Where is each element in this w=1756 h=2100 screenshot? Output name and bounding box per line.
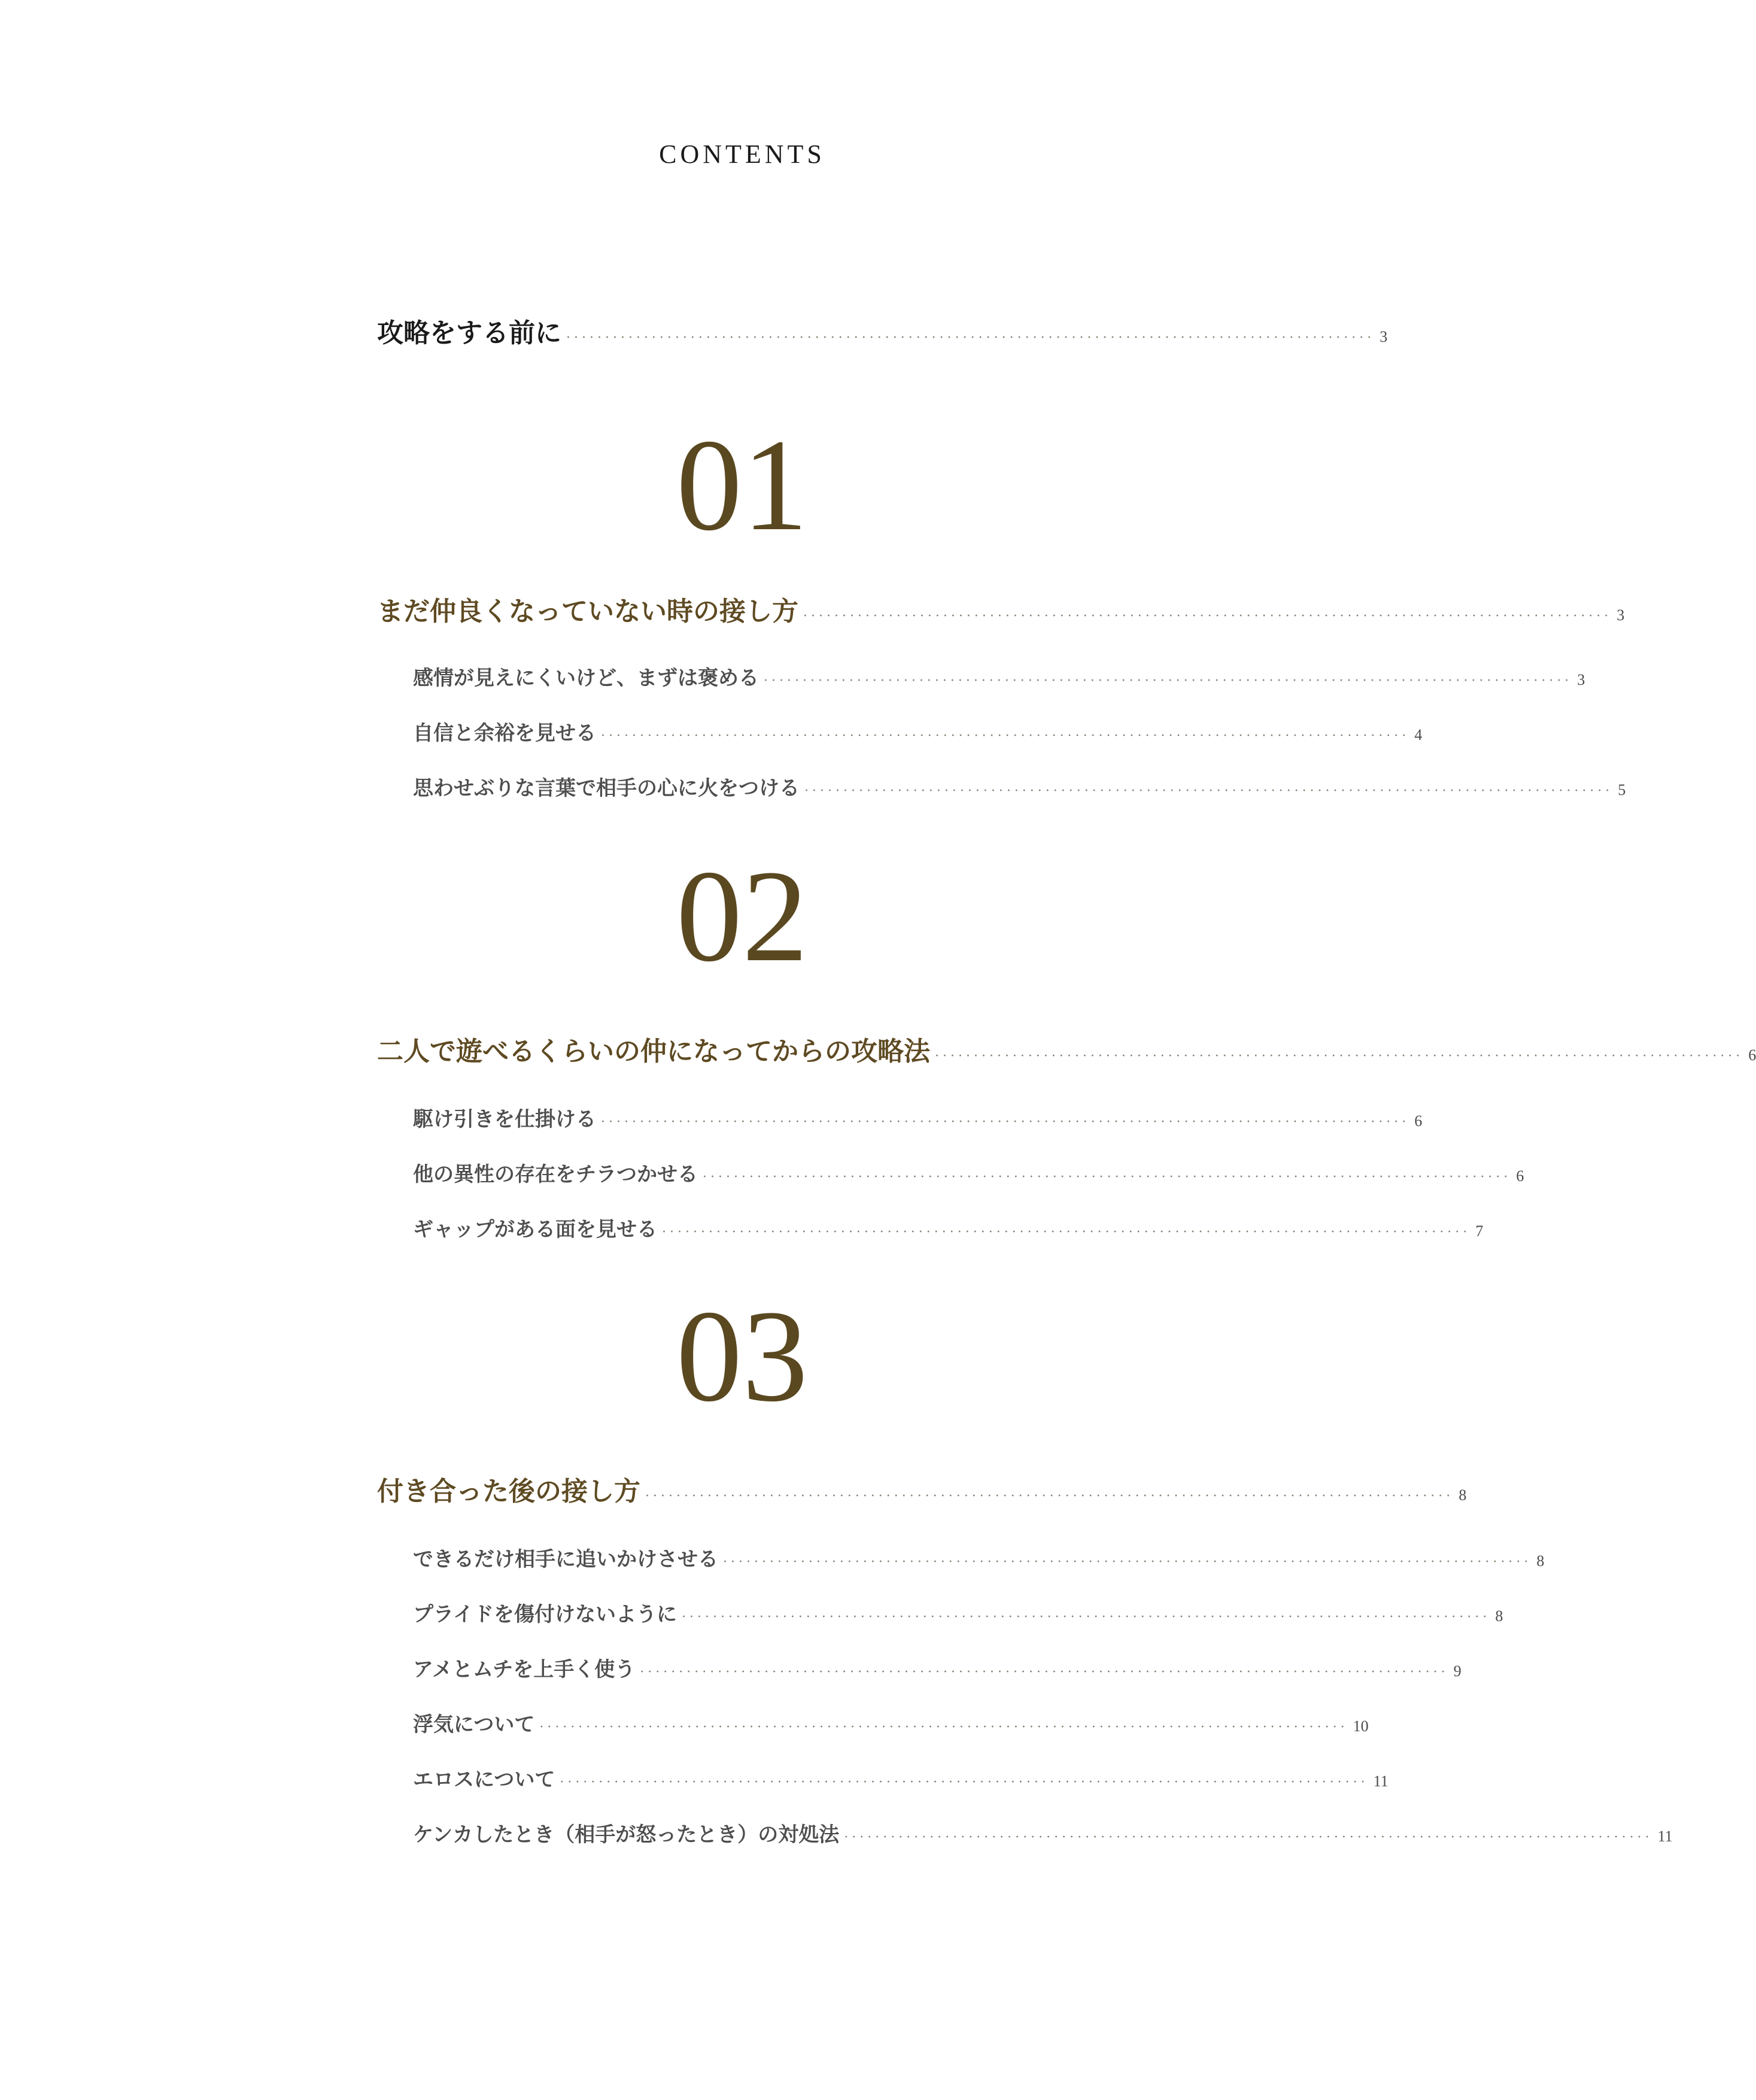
toc-entry-label: 感情が見えにくいけど、まずは褒める bbox=[413, 666, 759, 690]
dot-leader: ········································································································ bbox=[601, 729, 1410, 744]
toc-entry-label: ギャップがある面を見せる bbox=[413, 1218, 657, 1242]
toc-page-number: 8 bbox=[1459, 1486, 1467, 1504]
dot-leader: ········································································································ bbox=[935, 1049, 1744, 1064]
dot-leader: ········································································································ bbox=[566, 330, 1375, 345]
dot-leader: ········································································································ bbox=[681, 1610, 1491, 1625]
toc-entry-label: ケンカしたとき（相手が怒ったとき）の対処法 bbox=[413, 1823, 840, 1847]
toc-entry-label: 二人で遊べるくらいの仲になってからの攻略法 bbox=[377, 1036, 930, 1067]
toc-entry[interactable] bbox=[413, 1763, 1389, 1792]
toc-entry-intro[interactable] bbox=[377, 311, 1388, 350]
toc-section-heading[interactable] bbox=[377, 1470, 1467, 1508]
toc-page-number: 5 bbox=[1618, 781, 1626, 799]
toc-page-number: 6 bbox=[1748, 1046, 1756, 1064]
toc-section-heading[interactable] bbox=[377, 590, 1625, 628]
dot-leader: ········································································································ bbox=[662, 1225, 1471, 1240]
page-title: CONTENTS bbox=[659, 139, 825, 169]
toc-page-number: 8 bbox=[1536, 1552, 1545, 1570]
toc-entry-label: 攻略をする前に bbox=[377, 318, 561, 348]
dot-leader: ········································································································ bbox=[560, 1775, 1369, 1790]
toc-page-number: 6 bbox=[1414, 1112, 1423, 1130]
toc-entry[interactable] bbox=[413, 1158, 1524, 1187]
toc-page-number: 7 bbox=[1475, 1222, 1484, 1240]
toc-entry-label: 他の異性の存在をチラつかせる bbox=[413, 1163, 698, 1186]
toc-entry-label: できるだけ相手に追いかけさせる bbox=[413, 1547, 718, 1571]
toc-page-number: 10 bbox=[1353, 1717, 1369, 1735]
toc-entry[interactable] bbox=[413, 1818, 1673, 1847]
dot-leader: ········································································································ bbox=[703, 1170, 1512, 1185]
toc-entry[interactable] bbox=[413, 717, 1423, 746]
dot-leader: ········································································································ bbox=[723, 1555, 1532, 1570]
toc-page-number: 3 bbox=[1577, 671, 1585, 688]
toc-section-heading[interactable] bbox=[377, 1030, 1756, 1068]
toc-entry-label: まだ仲良くなっていない時の接し方 bbox=[377, 596, 798, 627]
toc-entry[interactable] bbox=[413, 1708, 1369, 1737]
dot-leader: ········································································································ bbox=[764, 673, 1573, 688]
toc-page-number: 8 bbox=[1495, 1607, 1503, 1625]
toc-entry-label: 駆け引きを仕掛ける bbox=[413, 1107, 596, 1131]
toc-entry-label: エロスについて bbox=[413, 1768, 555, 1792]
toc-page-number: 6 bbox=[1516, 1167, 1524, 1185]
toc-page-number: 3 bbox=[1380, 328, 1388, 345]
toc-entry[interactable] bbox=[413, 661, 1585, 691]
toc-entry[interactable] bbox=[413, 1103, 1423, 1132]
dot-leader: ········································································································ bbox=[804, 784, 1614, 799]
toc-entry[interactable] bbox=[413, 1598, 1503, 1627]
section-number: 02 bbox=[676, 843, 808, 989]
toc-entry-label: プライドを傷付けないように bbox=[413, 1603, 677, 1626]
section-number: 03 bbox=[676, 1283, 808, 1429]
toc-entry-label: 思わせぶりな言葉で相手の心に火をつける bbox=[413, 776, 800, 800]
dot-leader: ········································································································ bbox=[601, 1115, 1410, 1130]
toc-entry-label: 浮気について bbox=[413, 1713, 535, 1737]
toc-page-number: 11 bbox=[1373, 1773, 1389, 1790]
dot-leader: ········································································································ bbox=[803, 609, 1612, 624]
toc-entry[interactable] bbox=[413, 1653, 1462, 1682]
dot-leader: ········································································································ bbox=[645, 1489, 1454, 1504]
toc-entry[interactable] bbox=[413, 772, 1626, 801]
toc-entry-label: アメとムチを上手く使う bbox=[413, 1658, 636, 1682]
toc-page-number: 3 bbox=[1617, 606, 1625, 624]
dot-leader: ········································································································ bbox=[640, 1665, 1449, 1680]
toc-page-number: 9 bbox=[1453, 1662, 1462, 1680]
dot-leader: ········································································································ bbox=[844, 1830, 1653, 1845]
section-number: 01 bbox=[676, 412, 808, 558]
dot-leader: ········································································································ bbox=[539, 1720, 1348, 1735]
toc-entry-label: 付き合った後の接し方 bbox=[377, 1476, 640, 1507]
toc-entry[interactable] bbox=[413, 1543, 1545, 1572]
toc-entry-label: 自信と余裕を見せる bbox=[413, 721, 596, 745]
toc-entry[interactable] bbox=[413, 1213, 1484, 1242]
toc-page-number: 11 bbox=[1657, 1828, 1673, 1845]
toc-page-number: 4 bbox=[1414, 726, 1423, 744]
